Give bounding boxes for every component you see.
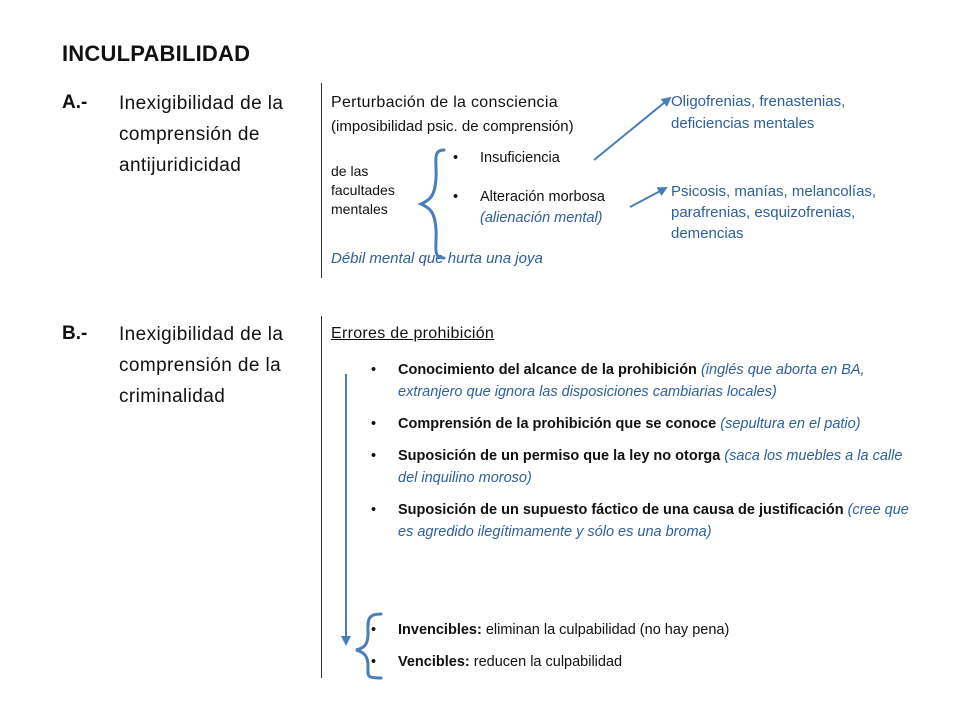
section-b-heading-line: comprensión de la [119,355,282,376]
example-text: Débil mental que hurta una joya [331,250,543,267]
note-line: Psicosis, manías, melancolías, [671,183,877,200]
bullet-text: • Alteración morbosa [480,189,605,205]
faculties-line: mentales [331,201,388,217]
outcome-label: Invencibles: [398,622,482,638]
note-line: deficiencias mentales [671,115,815,132]
error-item-title: Suposición de un permiso que la ley no otorga [398,448,721,464]
brace-faculties-icon [421,150,444,258]
section-a-letter: A.- [62,92,88,113]
section-a-heading-line: Inexigibilidad de la [119,93,284,114]
faculties-line: de las [331,163,369,179]
note-line: parafrenias, esquizofrenias, [671,204,856,221]
error-item-title: Conocimiento del alcance de la prohibición [398,362,697,378]
section-a-heading-line: comprensión de [119,124,260,145]
page-title: INCULPABILIDAD [62,41,251,66]
note-line: demencias [671,225,744,242]
bullet-note: (alienación mental) [480,210,603,226]
brace-outcomes-icon [356,614,381,678]
outcome-label: Vencibles: [398,654,470,670]
error-item-title: Comprensión de la prohibición que se conoce [398,416,717,432]
perturbation-title: Perturbación de la consciencia [331,94,558,111]
error-item-note: (cree que es agredido ilegítimamente y sólo es una broma) [398,502,909,540]
arrow-alteration-icon [630,188,666,207]
perturbation-subtitle: (imposibilidad psic. de comprensión) [331,118,574,135]
error-item-note: (inglés que aborta en BA, extranjero que ignora las disposiciones cambiarias locales) [398,362,865,400]
outcome-text: reducen la culpabilidad [473,654,623,670]
faculties-line: facultades [331,182,395,198]
arrow-insufficiency-icon [594,98,670,160]
section-b-letter: B.- [62,323,88,344]
section-b-heading-line: Inexigibilidad de la [119,324,284,345]
outcome-text: eliminan la culpabilidad (no hay pena) [485,622,730,638]
bullet-text: Insuficiencia [480,150,560,166]
error-item-note: (saca los muebles a la calle del inquilino moroso) [398,448,903,486]
note-line: Oligofrenias, frenastenias, [671,93,846,110]
error-item-title: Suposición de un supuesto fáctico de una causa de justificación [398,502,844,518]
errors-title: Errores de prohibición [331,325,495,342]
error-item-note: (sepultura en el patio) [720,416,861,432]
section-b-heading-line: criminalidad [119,386,226,407]
section-a-heading-line: antijuridicidad [119,155,242,176]
